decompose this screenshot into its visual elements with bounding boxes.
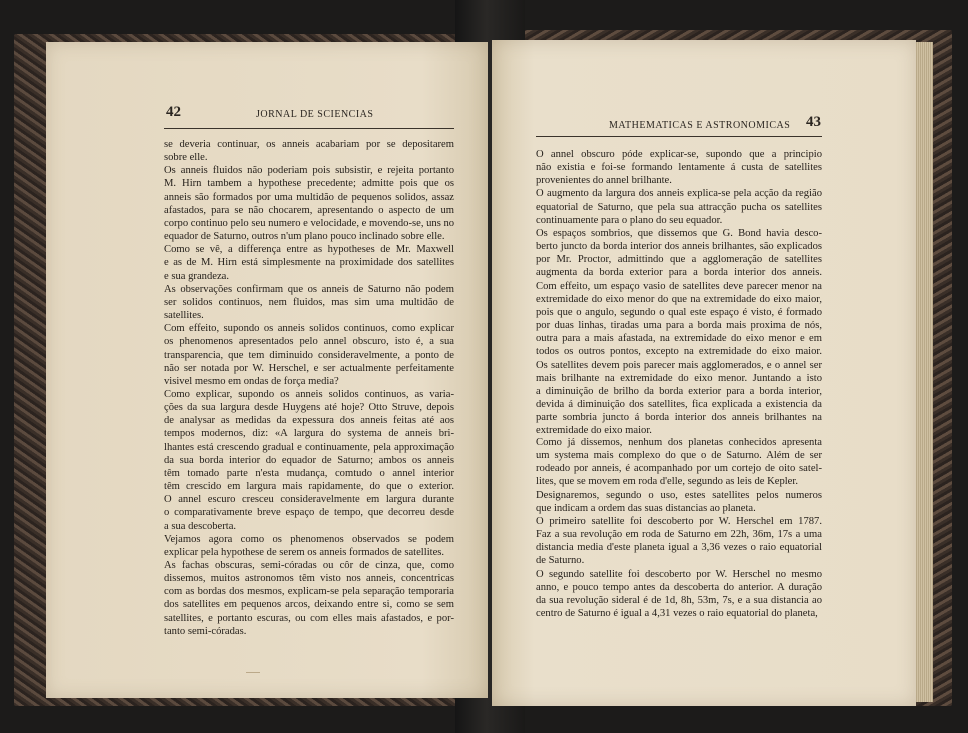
text-line: O annel escuro cresceu consideravelmente em largura durante: [164, 494, 454, 506]
text-line: O segundo satellite foi descoberto por W. Herschel no mesmo: [536, 568, 822, 580]
text-line: As fachas obscuras, semi-córadas ou côr de cinza, que, como: [164, 560, 454, 571]
text-line: continuamente para o plano do seu equador.: [536, 214, 723, 226]
left-page-body: [164, 138, 454, 638]
running-head-right: MATHEMATICAS E ASTRONOMICAS: [609, 120, 791, 131]
text-line: se deveria continuar, os anneis acabariam por se depositarem: [164, 139, 454, 150]
text-line: os phenomenos apresentados pelo annel obscuro, isto é, a sua: [164, 336, 454, 348]
text-line: mais brilhante na extremidade do eixo menor. Juntando a isto: [536, 372, 822, 384]
page-number-left: 42: [166, 104, 181, 120]
text-line: um systema mais complexo do que o de Saturno. Além de ser: [536, 450, 822, 462]
text-line: Os satellites devem pois parecer mais agglomerados, e o annel ser: [536, 359, 822, 371]
text-line: dissemos, muitos astronomos têm visto nos anneis, concentricas: [164, 573, 454, 585]
text-line: O annel obscuro póde explicar-se, supondo que a principio: [536, 149, 822, 160]
text-line: M. Hirn tambem a hypothese precedente; admitte pois que os: [164, 178, 454, 190]
right-page: [492, 40, 916, 706]
text-line: transparencia, que tem diminuido consideravelmente, a ponto de: [164, 349, 454, 361]
text-line: não ser notada por W. Herschel, e ser actualmente perfeitamente: [164, 362, 454, 374]
page-number-right: 43: [806, 114, 821, 130]
text-line: Faz a sua revolução em roda de Saturno em 22h, 36m, 17s a uma: [536, 529, 822, 541]
text-line: devida á diminuição dos satellites, fica explicada a existencia da: [536, 398, 822, 410]
text-line: Com effeito, supondo os anneis solidos continuos, como explicar: [164, 323, 454, 335]
text-line: lites, que se movem em roda d'elle, segundo as leis de Kepler.: [536, 476, 798, 488]
right-page-body-bottom: [536, 436, 822, 620]
text-line: da sua revolução sideral é de 1d, 8h, 53m, 7s, e a sua distancia ao: [536, 594, 822, 606]
text-line: tempos modernos, diz: «A largura do systema de anneis bri-: [164, 428, 454, 440]
text-line: O augmento da largura dos anneis explica-se pela acção da região: [536, 188, 822, 200]
text-line: Os espaços sombrios, que dissemos que G. Bond havia desco-: [536, 227, 822, 239]
text-line: equador de Saturno, outros n'um plano pouco inclinado sobre elle.: [164, 231, 445, 243]
text-line: corpo continuo pelo seu numero e velocidade, e movendo-se, uns no: [164, 217, 454, 229]
right-page-body-top: [536, 148, 822, 437]
text-line: distancia media d'este planeta igual a 3,36 vezes o raio equatorial: [536, 542, 822, 554]
text-line: satellites.: [164, 310, 204, 322]
text-line: rodeado por anneis, é acompanhado por um cortejo de oito satel-: [536, 463, 822, 475]
header-rule-right: [536, 136, 822, 137]
text-line: têm tomado parte n'esta mudança, comtudo o annel interior: [164, 467, 454, 479]
text-line: parte sombria juncto á borda interior dos anneis brilhantes na: [536, 412, 822, 424]
text-line: As observações confirmam que os anneis de Saturno não podem: [164, 283, 454, 295]
text-line: tanto semi-córadas.: [164, 625, 247, 637]
text-line: Vejamos agora como os phenomenos observados se podem: [164, 533, 454, 545]
text-line: equatorial de Saturno, que pela sua attracção pucha os satellites: [536, 201, 822, 213]
text-line: por duas linhas, tiradas uma para a borda mais proxima de nós,: [536, 320, 822, 332]
text-line: O primeiro satellite foi descoberto por W. Herschel em 1787.: [536, 515, 822, 527]
text-line: visivel mesmo em ondas de força media?: [164, 375, 339, 387]
text-line: Os anneis fluidos não poderiam pois subsistir, e rejeita portanto: [164, 165, 454, 177]
text-line: por Mr. Proctor, admittindo que a agglomeração de satellites: [536, 254, 822, 266]
text-line: e sua grandeza.: [164, 270, 229, 282]
text-line: não existia e foi-se formando lentamente á custa de satellites: [536, 162, 822, 174]
text-line: anneis são formados por uma multidão de pequenos solidos, assaz: [164, 191, 454, 203]
text-line: Como se vê, a differença entre as hypotheses de Mr. Maxwell: [164, 244, 454, 256]
text-line: Como explicar, supondo os anneis solidos continuos, as varia-: [164, 388, 454, 400]
text-line: têm crescido em largura mais rapidamente, do que o exterior.: [164, 481, 454, 493]
running-head-left: JORNAL DE SCIENCIAS: [256, 109, 374, 120]
text-line: com as bordas dos mesmos, explicam-se pela separação temporaria: [164, 586, 454, 598]
text-line: outra para a mais afastada, na extremidade do eixo menor e em: [536, 333, 822, 345]
text-line: augmenta da borda exterior para a borda interior dos anneis.: [536, 267, 822, 279]
print-mark: [246, 672, 260, 673]
text-line: todos os outros pontos, excepto na extremidade do eixo maior.: [536, 346, 822, 358]
text-line: da sua borda interior do equador de Saturno; ambos os anneis: [164, 454, 454, 466]
text-line: anno, e pouco tempo antes da descoberta do anterior. A duração: [536, 581, 822, 593]
text-line: explicar pela hypothese de serem os anneis formados de satellites.: [164, 546, 445, 558]
text-line: ções da sua largura desde Huygens até hoje? Otto Struve, depois: [164, 402, 454, 414]
left-page: [46, 42, 488, 698]
text-line: ser solidos continuos, nem fluidos, mas sim uma multidão de: [164, 296, 454, 308]
text-line: berto juncto da borda interior dos anneis brilhantes, são explicados: [536, 241, 822, 253]
text-line: de Saturno.: [536, 555, 585, 567]
text-line: centro de Saturno é igual a 4,31 vezes o raio equatorial do planeta,: [536, 608, 818, 620]
text-line: a sua descoberta.: [164, 520, 237, 532]
text-line: a diminuição de brilho da borda exterior para a borda interior,: [536, 385, 822, 397]
text-line: sobre elle.: [164, 152, 208, 164]
text-line: afastados, para se não chocarem, apresentando o aspecto de um: [164, 204, 454, 216]
text-line: e as de M. Hirn está simplesmente na proximidade dos satellites: [164, 257, 454, 269]
text-line: o comparativamente breve espaço de tempo, que decorreu desde: [164, 507, 454, 519]
text-line: que indicam a ordem das suas distancias ao planeta.: [536, 502, 756, 514]
text-line: dos satellites em pequenos arcos, deixando entre si, como se sem: [164, 599, 454, 611]
text-line: lhantes está crescendo gradual e continuamente, pela approximação: [164, 441, 454, 453]
text-line: extremidade do eixo maior.: [536, 425, 652, 437]
text-line: pois que o angulo, segundo o qual este espaço é visto, é formado: [536, 306, 822, 318]
text-line: Como já dissemos, nenhum dos planetas conhecidos apresenta: [536, 437, 822, 448]
text-line: Com effeito, um espaço vasio de satellites deve parecer menor na: [536, 280, 822, 292]
text-line: extremidade do eixo menor do que na extremidade do eixo maior,: [536, 293, 822, 305]
text-line: Designaremos, segundo o uso, estes satellites pelos numeros: [536, 489, 822, 501]
header-rule-left: [164, 128, 454, 129]
text-line: de analysar as medidas da expessura dos anneis feitas até aos: [164, 415, 454, 427]
text-line: satellites, e portanto escuras, ou com elles mais afastados, e por-: [164, 612, 454, 624]
text-line: provenientes do annel brilhante.: [536, 175, 672, 187]
